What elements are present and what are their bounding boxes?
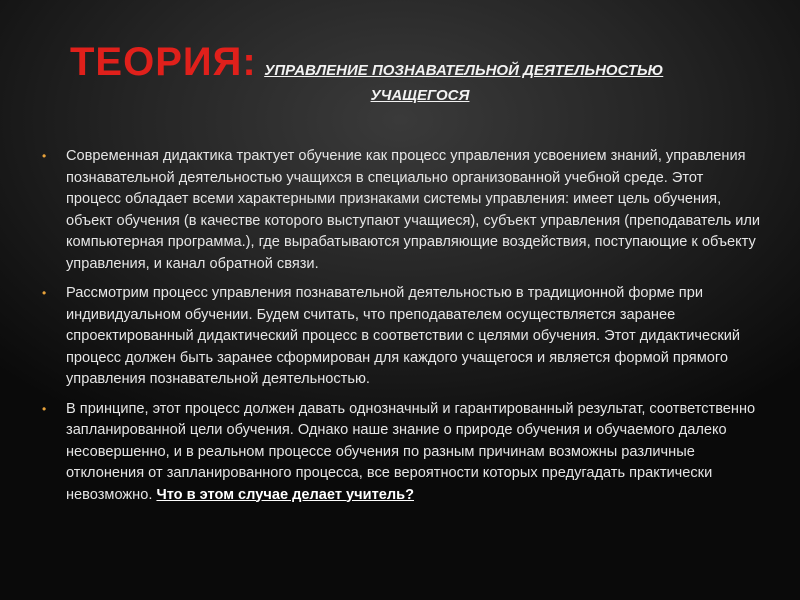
title-main: ТЕОРИЯ <box>70 40 243 84</box>
bullet-item-2 <box>42 283 762 391</box>
bullet-item-1 <box>42 146 762 275</box>
bullet-text: Современная дидактика трактует обучение как процесс управления усвоением знаний, управления познавательной деятельностью учащихся в специально организованной учебной среде. Этот процесс обладает всеми характерными признаками системы управления: имеет цель обучения, объект обучения (в качестве которого выступают учащиеся), субъект управления (преподаватель или компьютерная программа.), где вырабатываются управляющие воздействия, поступающие к объекту управления, и канал обратной связи. <box>66 148 761 272</box>
bullet-dot-icon: • <box>42 401 47 416</box>
bullet-dot-icon: • <box>42 286 47 300</box>
title-subtitle-line1: УПРАВЛЕНИЕ ПОЗНАВАТЕЛЬНОЙ ДЕЯТЕЛЬНОСТЬЮ <box>264 62 664 79</box>
bullet-item-3 <box>42 399 762 507</box>
title-colon: : <box>242 40 256 84</box>
title-subtitle-line2: УЧАЩЕГОСЯ <box>370 87 470 104</box>
bullet-list <box>42 146 762 514</box>
bullet-dot-icon: • <box>42 149 47 163</box>
bullet-emphasis-question: Что в этом случае делает учитель? <box>156 486 414 503</box>
bullet-text: В принципе, этот процесс должен давать однозначный и гарантированный результат, соответственно запланированной цели обучения. Однако наше знание о природе обучения и обучаемого далеко несовершенно, и в реальном процессе обучения по разным причинам возможны различные отклонения от запланированного процесса, все вероятности которых предугадать практически невозможно. <box>66 400 756 503</box>
slide-title <box>70 42 760 103</box>
bullet-text: Рассмотрим процесс управления познавательной деятельностью в традиционной форме при индивидуальном обучении. Будем считать, что преподавателем осуществляется заранее спроектированный дидактический процесс в соответствии с целями обучения. Этот дидактический процесс должен быть заранее сформирован для каждого учащегося и является формой прямого управления познавательной деятельностью. <box>66 285 741 387</box>
